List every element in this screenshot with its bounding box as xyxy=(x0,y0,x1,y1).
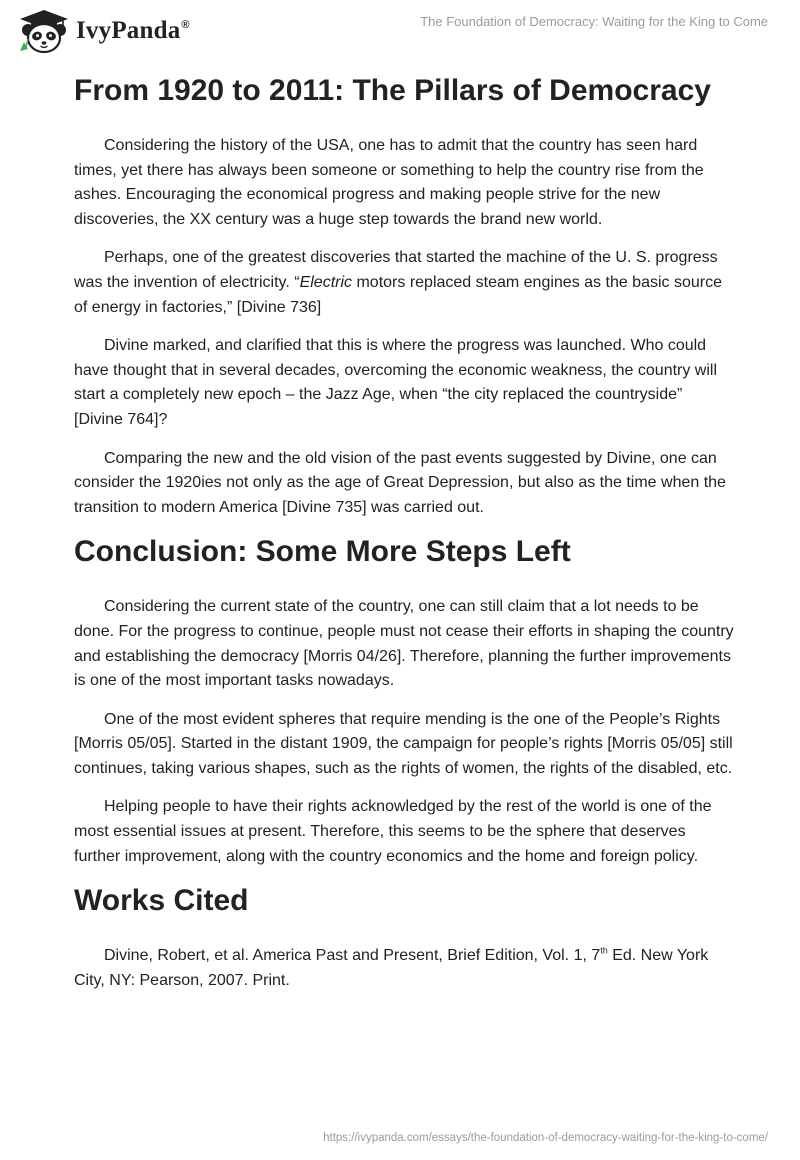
paragraph: Helping people to have their rights acknowledged by the rest of the world is one of the most essential issues at present. Therefore, this seems to be the sphere that deserves further improvement, along with the country economics and the home and foreign policy. xyxy=(74,798,712,865)
section-heading-conclusion: Conclusion: Some More Steps Left xyxy=(74,535,571,569)
paragraph: Considering the current state of the country, one can still claim that a lot needs to be done. For the progress to continue, people must not cease their efforts in shaping the country and establishing the democracy [Morris 04/26]. Therefore, planning the further improvements is one of the most important tasks nowadays. xyxy=(74,598,734,690)
logo-wordmark: IvyPanda® xyxy=(76,17,190,44)
paragraph: Considering the history of the USA, one has to admit that the country has seen hard times, yet there has always been someone or something to help the country rise from the ashes. Encouraging the economical progress and making people strive for the new discoveries, the XX century was a huge step towards the brand new world. xyxy=(74,137,704,228)
essay-content xyxy=(74,70,734,1007)
page-header xyxy=(0,0,800,64)
source-url[interactable]: https://ivypanda.com/essays/the-foundation-of-democracy-waiting-for-the-king-to-come/ xyxy=(323,1132,768,1144)
paragraph: Perhaps, one of the greatest discoveries that started the machine of the U. S. progress was the invention of electricity. “Electric motors replaced steam engines as the basic source of energy in factories,” [Divine 736] xyxy=(74,249,722,316)
paragraph: One of the most evident spheres that require mending is the one of the People’s Rights [Morris 05/05]. Started in the distant 1909, the campaign for people’s rights [Morris 05/05] still continues, taking various shapes, such as the rights of women, the rights of the disabled, etc. xyxy=(74,710,733,777)
running-title: The Foundation of Democracy: Waiting for the King to Come xyxy=(420,14,768,29)
section-heading-pillars: From 1920 to 2011: The Pillars of Democracy xyxy=(74,74,711,107)
citation-entry: Divine, Robert, et al. America Past and Present, Brief Edition, Vol. 1, 7th Ed. New York City, NY: Pearson, 2007. Print. xyxy=(74,945,709,989)
paragraph: Divine marked, and clarified that this is where the progress was launched. Who could have thought that in several decades, overcoming the economic weakness, the country will start a completely new epoch – the Jazz Age, when “the city replaced the countryside” [Divine 764]? xyxy=(74,337,718,428)
paragraph: Comparing the new and the old vision of the past events suggested by Divine, one can consider the 1920ies not only as the age of Great Depression, but also as the time when the transition to modern America [Divine 735] was carried out. xyxy=(74,449,726,516)
panda-graduate-icon xyxy=(16,8,72,54)
ivypanda-logo[interactable] xyxy=(16,8,190,54)
section-heading-works-cited: Works Cited xyxy=(74,884,249,918)
